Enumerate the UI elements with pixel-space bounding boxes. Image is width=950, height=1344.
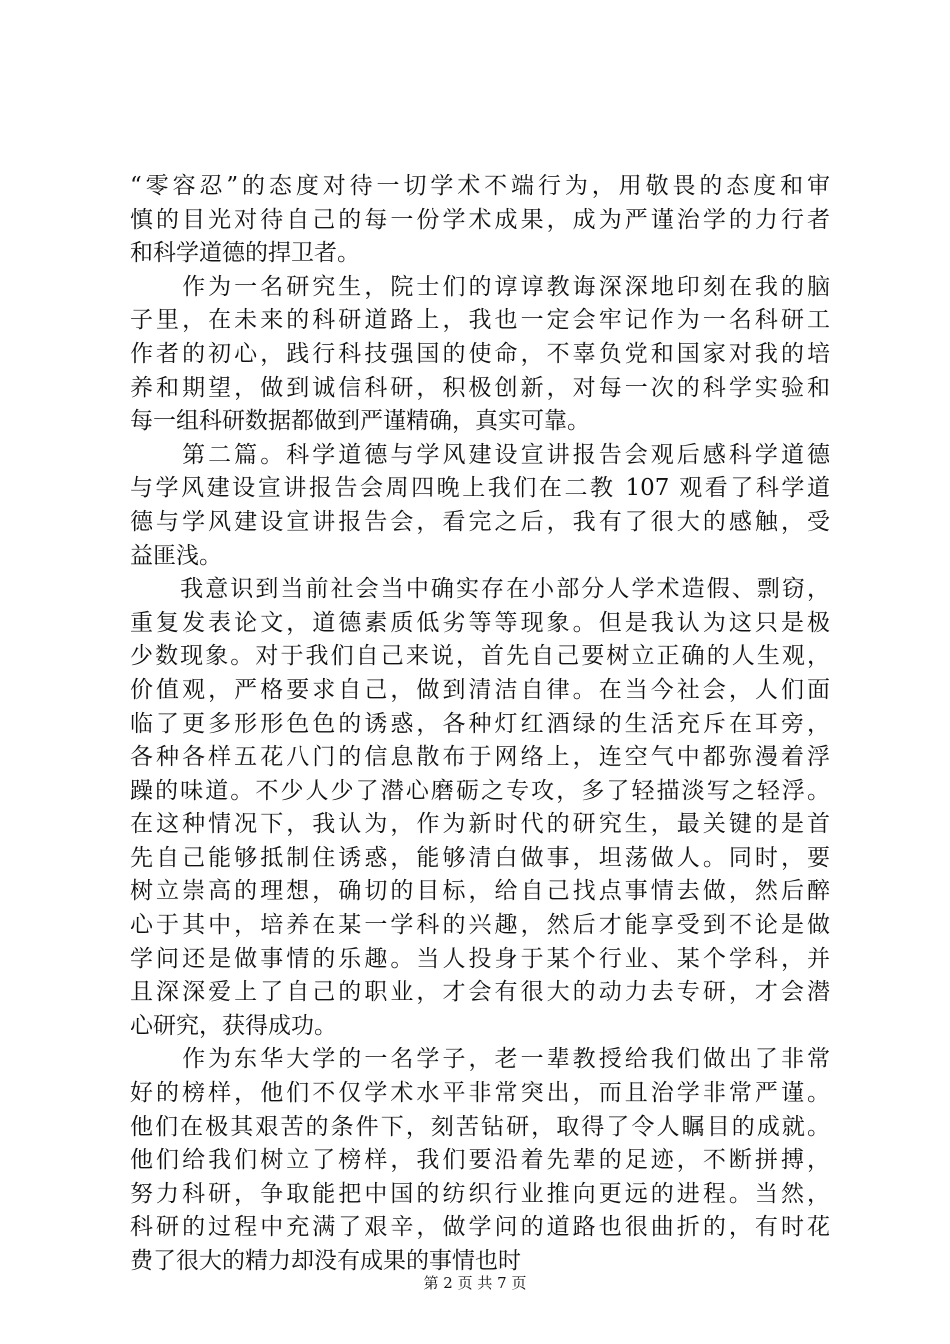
text-line: 科研的过程中充满了艰辛，做学问的道路也很曲折的，有时花: [130, 1214, 830, 1241]
text-line: 他们给我们树立了榜样，我们要沿着先辈的足迹，不断拼搏，: [130, 1147, 830, 1174]
text-line: 第二篇。科学道德与学风建设宣讲报告会观后感科学道德: [130, 441, 830, 468]
text-line: 躁的味道。不少人少了潜心磨砺之专攻，多了轻描淡写之轻浮。: [130, 777, 830, 804]
text-line: 心于其中，培养在某一学科的兴趣，然后才能享受到不论是做: [130, 912, 830, 939]
text-line: 且深深爱上了自己的职业，才会有很大的动力去专研，才会潜: [130, 979, 830, 1006]
text-line: 先自己能够抵制住诱惑，能够清白做事，坦荡做人。同时，要: [130, 844, 830, 871]
text-line: 心研究，获得成功。: [130, 1012, 337, 1039]
text-line: 重复发表论文，道德素质低劣等等现象。但是我认为这只是极: [130, 609, 830, 636]
text-line: 树立崇高的理想，确切的目标，给自己找点事情去做，然后醉: [130, 878, 830, 905]
text-line: 与学风建设宣讲报告会周四晚上我们在二教 107 观看了科学道: [130, 475, 830, 502]
text-line: 慎的目光对待自己的每一份学术成果，成为严谨治学的力行者: [130, 206, 830, 233]
text-line: 各种各样五花八门的信息散布于网络上，连空气中都弥漫着浮: [130, 744, 830, 771]
text-line: 德与学风建设宣讲报告会，看完之后，我有了很大的感触，受: [130, 508, 830, 535]
text-line: 作为一名研究生，院士们的谆谆教诲深深地印刻在我的脑: [130, 273, 830, 300]
text-line: 养和期望，做到诚信科研，积极创新，对每一次的科学实验和: [130, 374, 830, 401]
text-line: “零容忍”的态度对待一切学术不端行为，用敬畏的态度和审: [130, 173, 830, 199]
text-line: 努力科研，争取能把中国的纺织行业推向更远的进程。当然，: [130, 1180, 830, 1207]
text-line: 好的榜样，他们不仅学术水平非常突出，而且治学非常严谨。: [130, 1080, 830, 1107]
text-line: 作为东华大学的一名学子，老一辈教授给我们做出了非常: [130, 1046, 830, 1073]
text-line: 和科学道德的捍卫者。: [130, 240, 360, 267]
text-line: 我意识到当前社会当中确实存在小部分人学术造假、剽窃，: [130, 576, 830, 603]
text-line: 少数现象。对于我们自己来说，首先自己要树立正确的人生观，: [130, 643, 830, 670]
text-line: 价值观，严格要求自己，做到清洁自律。在当今社会，人们面: [130, 676, 830, 703]
text-line: 每一组科研数据都做到严谨精确，真实可靠。: [130, 408, 590, 435]
page-footer: 第 2 页 共 7 页: [423, 1274, 527, 1292]
text-line: 子里，在未来的科研道路上，我也一定会牢记作为一名科研工: [130, 307, 830, 334]
text-line: 费了很大的精力却没有成果的事情也时: [130, 1248, 521, 1274]
text-line: 作者的初心，践行科技强国的使命，不辜负党和国家对我的培: [130, 340, 830, 367]
document-body: [130, 170, 830, 1279]
text-line: 在这种情况下，我认为，作为新时代的研究生，最关键的是首: [130, 811, 830, 838]
text-line: 学问还是做事情的乐趣。当人投身于某个行业、某个学科，并: [130, 945, 830, 972]
text-line: 益匪浅。: [130, 542, 222, 569]
text-line: 他们在极其艰苦的条件下，刻苦钻研，取得了令人瞩目的成就。: [130, 1113, 830, 1140]
text-line: 临了更多形形色色的诱惑，各种灯红酒绿的生活充斥在耳旁，: [130, 710, 830, 737]
